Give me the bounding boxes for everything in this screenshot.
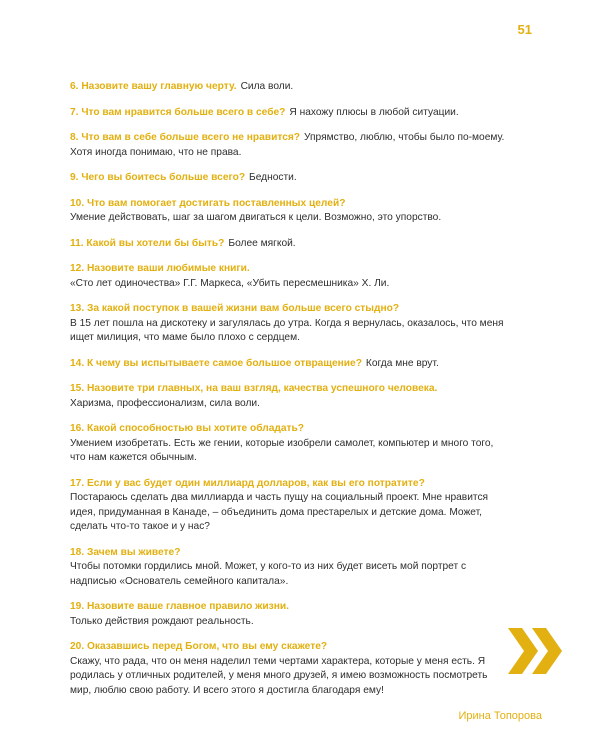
question: 9. Чего вы боитесь больше всего? [70, 172, 246, 183]
answer: Бедности. [249, 172, 297, 183]
question: 11. Какой вы хотели бы быть? [70, 237, 225, 249]
qa-item [70, 302, 510, 346]
answer: Только действия рождают реальность. [70, 615, 254, 627]
qa-item [70, 262, 510, 291]
qa-item [70, 197, 510, 226]
qa-item [70, 106, 510, 121]
question: 19. Назовите ваше главное правило жизни. [70, 601, 289, 612]
question: 6. Назовите вашу главную черту. [70, 81, 237, 92]
question: 17. Если у вас будет один миллиард долларов, как вы его потратите? [70, 477, 425, 489]
author-name: Ирина Топорова [458, 710, 542, 722]
answer: Умением изобретать. Есть же гении, которые изобрели самолет, компьютер и много того, что нам кажется обычным. [70, 437, 494, 463]
qa-item [70, 600, 510, 629]
answer: В 15 лет пошла на дискотеку и загулялась до утра. Когда я вернулась, оказалось, что меня ищет милиция, что маме было плохо с сердцем. [70, 317, 504, 343]
answer: Чтобы потомки гордились мной. Может, у кого-то из них будет висеть мой портрет с надписью «Основатель семейного капитала». [70, 561, 467, 587]
double-chevron-right-icon [508, 628, 570, 674]
qa-item [70, 80, 510, 95]
answer: «Сто лет одиночества» Г.Г. Маркеса, «Убить пересмешника» Х. Ли. [70, 277, 390, 289]
qa-item [70, 237, 510, 252]
question: 14. К чему вы испытываете самое большое отвращение? [70, 357, 362, 369]
answer: Упрямство, люблю, чтобы было по-моему. Хотя иногда понимаю, что не права. [70, 132, 505, 158]
question: 8. Что вам в себе больше всего не нравится? [70, 132, 301, 143]
qa-item [70, 171, 510, 186]
answer: Умение действовать, шаг за шагом двигаться к цели. Возможно, это упорство. [70, 212, 442, 223]
qa-item [70, 357, 510, 372]
question: 20. Оказавшись перед Богом, что вы ему скажете? [70, 641, 328, 652]
question: 13. За какой поступок в вашей жизни вам больше всего стыдно? [70, 303, 400, 314]
answer: Постараюсь сделать два миллиарда и часть пущу на социальный проект. Мне нравится идея, придуманная в Канаде, – объединить дома престарелых и детские дома. Может, сделать что-то такое и у нас? [70, 492, 489, 532]
qa-item [70, 422, 510, 466]
qa-item [70, 131, 510, 160]
qa-item [70, 382, 510, 411]
question: 10. Что вам помогает достигать поставленных целей? [70, 197, 346, 209]
page-number: 51 [517, 22, 532, 37]
answer: Харизма, профессионализм, сила воли. [70, 397, 260, 409]
question: 16. Какой способностью вы хотите обладать? [70, 423, 304, 434]
qa-item [70, 546, 510, 590]
answer: Более мягкой. [228, 237, 296, 249]
qa-item [70, 640, 510, 698]
question: 12. Назовите ваши любимые книги. [70, 263, 250, 274]
answer: Когда мне врут. [365, 357, 439, 369]
answer: Сила воли. [240, 81, 294, 92]
question: 15. Назовите три главных, на ваш взгляд, качества успешного человека. [70, 383, 438, 394]
answer: Я нахожу плюсы в любой ситуации. [289, 106, 459, 118]
qa-list [70, 80, 510, 709]
question: 18. Зачем вы живете? [70, 546, 181, 558]
qa-item [70, 477, 510, 535]
question: 7. Что вам нравится больше всего в себе? [70, 106, 286, 118]
answer: Скажу, что рада, что он меня наделил теми чертами характера, которые у меня есть. Я родилась у отличных родителей, у меня много друзей, я имею возможность посмотреть мир, люблю свою работу. И всего этого я достигла благодаря ему! [70, 655, 488, 696]
